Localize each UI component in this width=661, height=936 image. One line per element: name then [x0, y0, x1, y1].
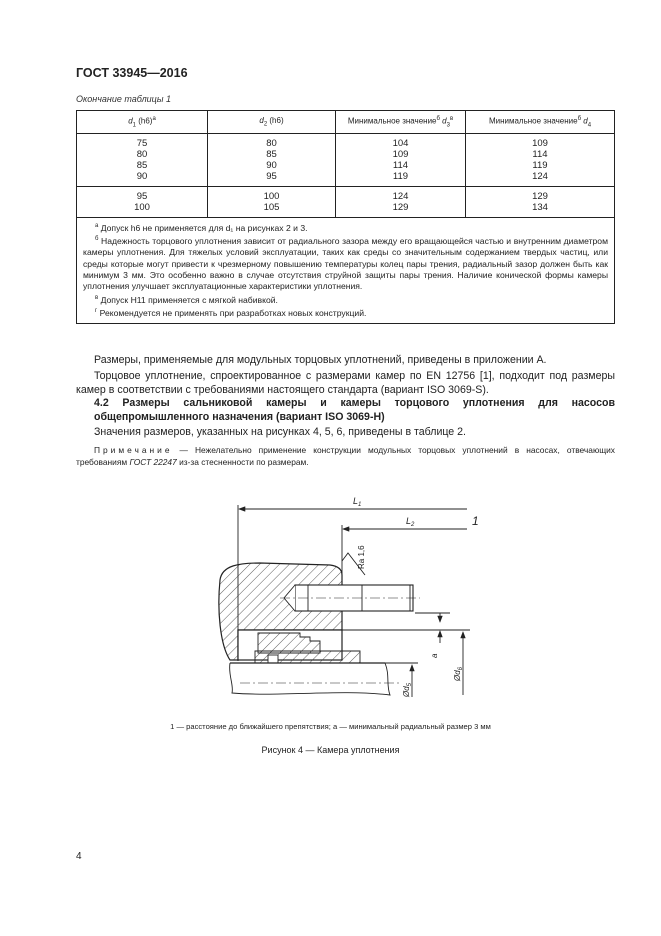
table-row-group-2	[77, 187, 615, 218]
label-d6: $Ød_6$	[453, 666, 464, 681]
footnote: $^в$ Допуск H11 применяется с мягкой набивкой.	[95, 294, 278, 305]
o-ring	[268, 655, 278, 663]
column-header-d3: Минимальное значение$^б$ $d_3^в$	[336, 111, 466, 134]
document-header: ГОСТ 33945—2016	[76, 66, 188, 80]
column-header-d2: $d_2$ (h6)	[208, 111, 336, 134]
figure-caption: Рисунок 4 — Камера уплотнения	[261, 745, 400, 755]
table-footnotes	[77, 218, 615, 324]
cell-d3: 104 109 114 119	[336, 134, 466, 187]
table-header-row	[77, 111, 615, 134]
footnote: $^г$ Рекомендуется не применять при разработках новых конструкций.	[95, 307, 367, 318]
cell-d3: 124 129	[336, 187, 466, 218]
cell-d4: 109 114 119 124	[466, 134, 615, 187]
dimensions-table	[76, 110, 615, 324]
label-d5: $Ød_5$	[402, 682, 413, 697]
paragraph: Размеры, применяемые для модульных торцовых уплотнений, приведены в приложении А.	[94, 354, 547, 366]
cell-d2: 100 105	[208, 187, 336, 218]
footnote: $^б$ Надежность торцового уплотнения зависит от радиального зазора между его вращающейся частью и внутренним диаметром камеры уплотнения. Для тяжелых условий эксплуатации, таких как среды со значительным содержанием твердых частиц, или среды которые могут привести к чрезмерному повышению температуры колец пары трения, радиальный зазор должен быть как минимум 3 мм. Это особенно важно в случае отсутствия струйной защиты пары трения. Наличие конической формы камеры уплотнения улучшает эксплуатационные характеристики уплотнения.	[83, 236, 608, 292]
cell-d1: 95 100	[77, 187, 208, 218]
paragraph: Торцовое уплотнение, спроектированное с размерами камер по EN 12756 [1], подходит под размеры камер в соответствии с требованиями настоящего стандарта (вариант ISO 3069-S).	[76, 370, 615, 396]
label-roughness: Ra 1,6	[357, 545, 366, 569]
cell-d2: 80 85 90 95	[208, 134, 336, 187]
column-header-d4: Минимальное значение$^б$ $d_4$	[466, 111, 615, 134]
cell-d4: 129 134	[466, 187, 615, 218]
label-1: 1	[472, 514, 479, 528]
column-header-d1: $d_1$ $(h6)^а$	[77, 111, 208, 134]
table-footnotes-row	[77, 218, 615, 324]
table-row-group-1	[77, 134, 615, 187]
paragraph: Значения размеров, указанных на рисунках 4, 5, 6, приведены в таблице 2.	[94, 426, 466, 438]
label-l1: $L_1$	[353, 496, 362, 508]
page-number: 4	[76, 851, 82, 862]
footnote: $^а$ Допуск h6 не применяется для d₁ на рисунках 2 и 3.	[95, 222, 308, 233]
note: Примечание — Нежелательно применение конструкции модульных торцовых уплотнений в насосах, отвечающих требованиям ГОСТ 22247 из-за стесненности по размерам.	[76, 445, 615, 467]
table-caption: Окончание таблицы 1	[76, 94, 171, 104]
cell-d1: 75 80 85 90	[77, 134, 208, 187]
figure-legend: 1 — расстояние до ближайшего препятствия; a — минимальный радиальный размер 3 мм	[170, 722, 491, 731]
section-heading: 4.2 Размеры сальниковой камеры и камеры торцового уплотнения для насосов общепромышленного назначения (вариант ISO 3069-H)	[94, 397, 615, 423]
seal-chamber-drawing	[200, 485, 500, 715]
label-l2: $L_2$	[406, 516, 415, 528]
label-a: a	[430, 653, 439, 658]
